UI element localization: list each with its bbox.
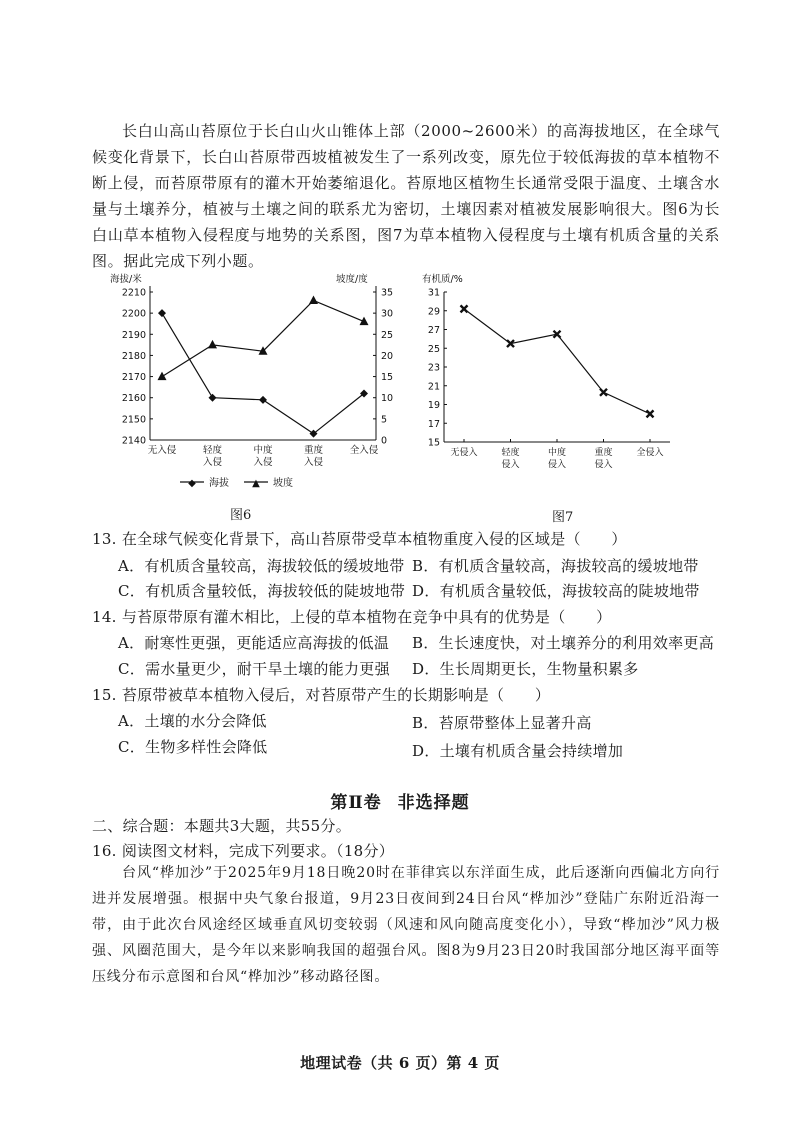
x-tick-label: 中度 [253, 445, 273, 456]
y-tick-label: 27 [427, 325, 440, 336]
question-13-stem: 13. 在全球气候变化背景下，高山苔原带受草本植物重度入侵的区域是（ ） [92, 530, 627, 548]
right-tick-label: 5 [381, 414, 388, 426]
x-tick-label: 重度 [303, 445, 324, 456]
question-15-stem: 15. 苔原带被草本植物入侵后，对苔原带产生的长期影响是（ ） [92, 686, 551, 704]
left-tick-label: 2140 [121, 435, 146, 447]
series-line-有机质 [464, 309, 650, 414]
left-tick-label: 2150 [121, 414, 146, 426]
left-tick-label: 2210 [121, 287, 146, 299]
legend-marker-坡度: ▲ [252, 478, 260, 489]
question-15-option-a[interactable]: A．土壤的水分会降低 [118, 712, 267, 730]
section-2-title [0, 788, 800, 813]
x-tick-label: 无入侵 [147, 445, 177, 456]
data-point-坡度 [158, 372, 167, 381]
y-tick-label: 31 [427, 287, 440, 299]
x-tick-label: 全侵入 [636, 448, 664, 458]
data-point-有机质 [647, 410, 654, 417]
data-point-有机质 [461, 305, 468, 312]
left-tick-label: 2180 [121, 350, 146, 362]
data-point-海拔 [158, 309, 166, 317]
question-16-passage-text: 台风“桦加沙”于2025年9月18日晚20时在菲律宾以东洋面生成，此后逐渐向西偏北方向行进并发展增强。根据中央气象台报道，9月23日夜间到24日台风“桦加沙”登陆广东附近沿海一带，由于此次台风途经区域垂直风切变较弱（风速和风向随高度变化小），导致“桦加沙”风力极强、风圈范围大，是今年以来影响我国的超强台风。图8为9月23日20时我国部分地区海平面等压线分布示意图和台风“桦加沙”移动路径图。 [92, 865, 720, 985]
data-point-坡度 [208, 340, 217, 349]
y-axis-label: 有机质/% [422, 274, 463, 285]
data-point-坡度 [309, 295, 318, 304]
right-tick-label: 30 [381, 308, 394, 320]
y-tick-label: 29 [427, 306, 440, 318]
right-axis-label: 坡度/度 [336, 274, 368, 285]
left-axis-label: 海拔/米 [110, 274, 142, 285]
data-point-有机质 [600, 389, 607, 396]
section-2-title-a: 第Ⅱ卷 [330, 793, 382, 813]
question-14-option-c[interactable]: C．需水量更少，耐干旱土壤的能力更强 [118, 660, 390, 678]
x-tick-label: 侵入 [594, 460, 613, 470]
left-tick-label: 2170 [121, 372, 146, 384]
legend-marker-海拔: ◆ [188, 478, 196, 489]
left-tick-label: 2200 [121, 308, 146, 320]
figure-7-chart [420, 268, 690, 478]
y-tick-label: 25 [427, 343, 440, 355]
y-tick-label: 17 [427, 418, 440, 430]
y-tick-label: 23 [427, 362, 440, 374]
question-13-option-a[interactable]: A．有机质含量较高，海拔较低的缓坡地带 [118, 557, 405, 575]
right-tick-label: 0 [381, 435, 388, 447]
legend-label-坡度: 坡度 [273, 478, 293, 489]
legend-label-海拔: 海拔 [209, 478, 229, 489]
right-tick-label: 15 [381, 372, 394, 384]
question-15-option-c[interactable]: C．生物多样性会降低 [118, 738, 268, 756]
question-15-option-d[interactable]: D．土壤有机质含量会持续增加 [412, 742, 624, 760]
x-tick-label: 入侵 [253, 457, 273, 468]
section-2-title-b: 非选择题 [397, 793, 470, 813]
question-16-header: 16. 阅读图文材料，完成下列要求。（18分） [92, 842, 395, 860]
left-tick-label: 2190 [121, 329, 146, 341]
x-tick-label: 重度 [594, 448, 613, 458]
x-tick-label: 入侵 [202, 457, 223, 468]
right-tick-label: 35 [381, 287, 394, 299]
x-tick-label: 侵入 [501, 460, 520, 470]
series-line-海拔 [162, 313, 364, 434]
figure-7-caption: 图7 [552, 510, 574, 525]
question-13-option-c[interactable]: C．有机质含量较低，海拔较低的陡坡地带 [118, 582, 406, 600]
intro-text: 长白山高山苔原位于长白山火山锥体上部（2000~2600米）的高海拔地区，在全球气候变化背景下，长白山苔原带西坡植被发生了一系列改变，原先位于较低海拔的草本植物不断上侵，而苔原带原有的灌木开始萎缩退化。苔原地区植物生长通常受限于温度、土壤含水量与土壤养分，植被与土壤之间的联系尤为密切，土壤因素对植被发展影响很大。图6为长白山草本植物入侵程度与地势的关系图，图7为草本植物入侵程度与土壤有机质含量的关系图。据此完成下列小题。 [92, 122, 720, 270]
x-tick-label: 全入侵 [349, 445, 379, 456]
question-13-option-d[interactable]: D．有机质含量较低，海拔较高的陡坡地带 [412, 582, 700, 600]
data-point-海拔 [259, 396, 267, 404]
question-16-passage [92, 860, 720, 990]
page-footer: 地理试卷（共 6 页）第 4 页 [300, 1054, 500, 1072]
question-14-option-a[interactable]: A．耐寒性更强，更能适应高海拔的低温 [118, 634, 390, 652]
x-tick-label: 入侵 [303, 457, 324, 468]
figure-6-chart [108, 268, 408, 498]
question-13-option-b[interactable]: B．有机质含量较高，海拔较高的缓坡地带 [412, 557, 699, 575]
x-tick-label: 轻度 [501, 448, 520, 458]
question-14-option-b[interactable]: B．生长速度快，对土壤养分的利用效率更高 [412, 634, 715, 652]
question-14-option-d[interactable]: D．生长周期更长，生物量积累多 [412, 660, 639, 678]
figure-6-caption: 图6 [230, 508, 252, 523]
y-tick-label: 15 [427, 437, 440, 449]
right-tick-label: 25 [381, 329, 394, 341]
left-tick-label: 2160 [121, 393, 146, 405]
intro-paragraph [92, 118, 720, 274]
right-tick-label: 20 [381, 350, 394, 362]
part2-header: 二、综合题：本题共3大题，共55分。 [92, 817, 352, 835]
x-tick-label: 无侵入 [450, 448, 478, 458]
x-tick-label: 侵入 [547, 460, 567, 470]
series-line-坡度 [162, 300, 364, 376]
question-14-stem: 14. 与苔原带原有灌木相比，上侵的草本植物在竞争中具有的优势是（ ） [92, 608, 612, 626]
x-tick-label: 轻度 [202, 445, 223, 456]
y-tick-label: 19 [427, 400, 440, 411]
question-15-option-b[interactable]: B．苔原带整体上显著升高 [412, 714, 592, 732]
right-tick-label: 10 [381, 393, 394, 405]
x-tick-label: 中度 [547, 448, 567, 458]
data-point-海拔 [209, 394, 217, 402]
y-tick-label: 21 [427, 381, 440, 393]
